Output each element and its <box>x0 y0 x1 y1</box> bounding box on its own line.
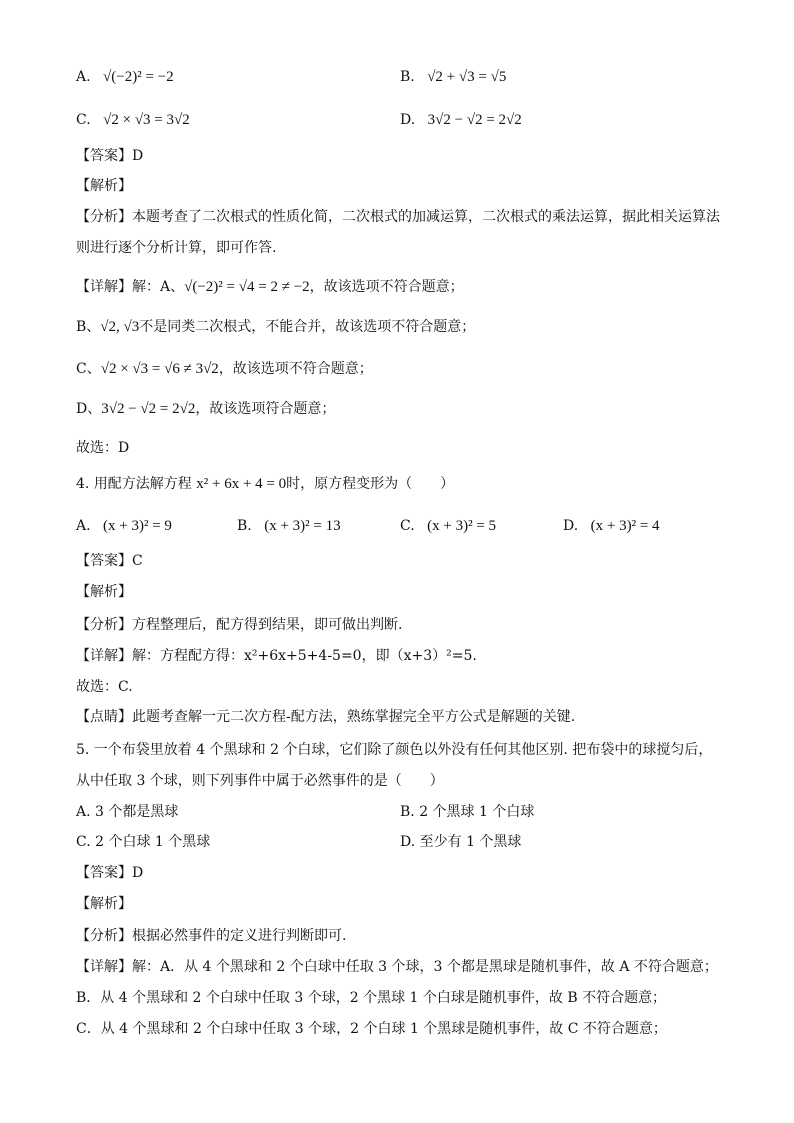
detail-a-text: 解：A．从 4 个黑球和 2 个白球中任取 3 个球，3 个都是黑球是随机事件，故 A 不符合题意； <box>132 959 718 975</box>
q3-fenxi-line2: 则进行逐个分析计算，即可作答. <box>76 240 277 256</box>
q4-stem <box>76 473 454 495</box>
detail-c-expr: √2 × √3 = √6 ≠ 3√2 <box>100 361 219 377</box>
q4-stem-pre: 4. 用配方法解方程 <box>76 476 192 492</box>
q3-answer <box>76 145 143 167</box>
answer-tag: 【答案】 <box>76 553 132 569</box>
detail-c-suffix: ，故该选项不符合题意； <box>218 361 373 377</box>
q5-answer <box>76 862 143 884</box>
q5-analysis-heading: 【解析】 <box>76 896 132 912</box>
detail-a-expr: √(−2)² = √4 = 2 ≠ −2 <box>184 279 310 295</box>
detail-tag: 【详解】 <box>76 959 132 975</box>
answer-value: C <box>132 553 143 569</box>
option-label: C. <box>400 518 415 534</box>
dianjing-text: 此题考查解一元二次方程-配方法，熟练掌握完全平方公式是解题的关键. <box>132 709 576 725</box>
q3-analysis-heading: 【解析】 <box>76 178 132 194</box>
detail-b-expr: √2, √3 <box>100 319 140 335</box>
option-label: D. <box>563 518 579 534</box>
q3-detail-b <box>76 316 475 338</box>
q3-option-d <box>400 109 522 131</box>
option-label: D. <box>400 112 416 128</box>
q4-choose: 故选：C. <box>76 679 133 695</box>
q3-detail-d <box>76 398 335 420</box>
detail-c-prefix: C、 <box>76 361 101 377</box>
q3-fenxi-line1 <box>76 206 720 228</box>
q5-detail-a <box>76 956 718 978</box>
detail-d-prefix: D、 <box>76 401 102 417</box>
q3-option-a <box>76 66 174 88</box>
q3-choose: 故选：D <box>76 440 130 456</box>
detail-a-prefix: 解：A、 <box>132 279 185 295</box>
q4-answer <box>76 550 143 572</box>
q3-detail-c <box>76 358 373 380</box>
q3-option-d-expr: 3√2 − √2 = 2√2 <box>427 112 522 128</box>
fenxi-text: 根据必然事件的定义进行判断即可. <box>132 928 347 944</box>
dianjing-tag: 【点睛】 <box>76 709 132 725</box>
detail-text: 解：方程配方得：x²+6x+5+4-5=0，即（x+3）²=5. <box>132 648 477 664</box>
fenxi-tag: 【分析】 <box>76 617 132 633</box>
q3-detail-a <box>76 276 464 298</box>
q4-option-b <box>237 515 341 537</box>
q3-option-b-expr: √2 + √3 = √5 <box>427 69 507 85</box>
q4-detail <box>76 645 477 667</box>
q5-stem-line1: 5. 一个布袋里放着 4 个黑球和 2 个白球，它们除了颜色以外没有任何其他区别. 把布袋中的球搅匀后， <box>76 742 713 758</box>
q4-option-d-expr: (x + 3)² = 4 <box>590 518 660 534</box>
q4-dianjing <box>76 706 575 728</box>
q5-stem-line2: 从中任取 3 个球，则下列事件中属于必然事件的是（ ） <box>76 773 444 789</box>
fenxi-tag: 【分析】 <box>76 209 132 225</box>
detail-a-suffix: ，故该选项不符合题意； <box>309 279 464 295</box>
detail-tag: 【详解】 <box>76 279 132 295</box>
q5-detail-b: B．从 4 个黑球和 2 个白球中任取 3 个球，2 个黑球 1 个白球是随机事件，故 B 不符合题意； <box>76 990 667 1006</box>
answer-value: D <box>132 148 144 164</box>
fenxi-text: 本题考查了二次根式的性质化简，二次根式的加减运算，二次根式的乘法运算，据此相关运算法 <box>132 209 720 225</box>
q4-stem-post: 时，原方程变形为（ ） <box>286 476 455 492</box>
q3-option-a-expr: √(−2)² = −2 <box>103 69 174 85</box>
q3-option-c-expr: √2 × √3 = 3√2 <box>103 112 190 128</box>
answer-value: D <box>132 865 144 881</box>
q4-option-b-expr: (x + 3)² = 13 <box>264 518 341 534</box>
answer-tag: 【答案】 <box>76 865 132 881</box>
q4-option-a <box>76 515 172 537</box>
q5-option-c: C. 2 个白球 1 个黑球 <box>76 834 211 850</box>
q4-fenxi <box>76 614 402 636</box>
q3-option-c <box>76 109 190 131</box>
q5-detail-c: C．从 4 个黑球和 2 个白球中任取 3 个球，2 个白球 1 个黑球是随机事件，故 C 不符合题意； <box>76 1021 667 1037</box>
q5-option-b: B. 2 个黑球 1 个白球 <box>400 804 535 820</box>
detail-d-suffix: ，故该选项符合题意； <box>195 401 336 417</box>
q4-option-a-expr: (x + 3)² = 9 <box>103 518 172 534</box>
q4-analysis-heading: 【解析】 <box>76 584 132 600</box>
option-label: A. <box>76 69 91 85</box>
detail-tag: 【详解】 <box>76 648 132 664</box>
q4-option-c <box>400 515 496 537</box>
answer-tag: 【答案】 <box>76 148 132 164</box>
option-label: B. <box>400 69 415 85</box>
q3-option-b <box>400 66 506 88</box>
option-label: A. <box>76 518 91 534</box>
q5-fenxi <box>76 925 346 947</box>
fenxi-text: 方程整理后，配方得到结果，即可做出判断. <box>132 617 403 633</box>
q4-stem-equation: x² + 6x + 4 = 0 <box>196 476 287 492</box>
option-label: B. <box>237 518 252 534</box>
detail-b-suffix: 不是同类二次根式，不能合并，故该选项不符合题意； <box>139 319 476 335</box>
option-label: C. <box>76 112 91 128</box>
q5-option-a: A. 3 个都是黑球 <box>76 804 179 820</box>
detail-d-expr: 3√2 − √2 = 2√2 <box>101 401 196 417</box>
q5-option-d: D. 至少有 1 个黑球 <box>400 834 522 850</box>
q4-option-c-expr: (x + 3)² = 5 <box>427 518 497 534</box>
fenxi-tag: 【分析】 <box>76 928 132 944</box>
detail-b-prefix: B、 <box>76 319 101 335</box>
q4-option-d <box>563 515 660 537</box>
